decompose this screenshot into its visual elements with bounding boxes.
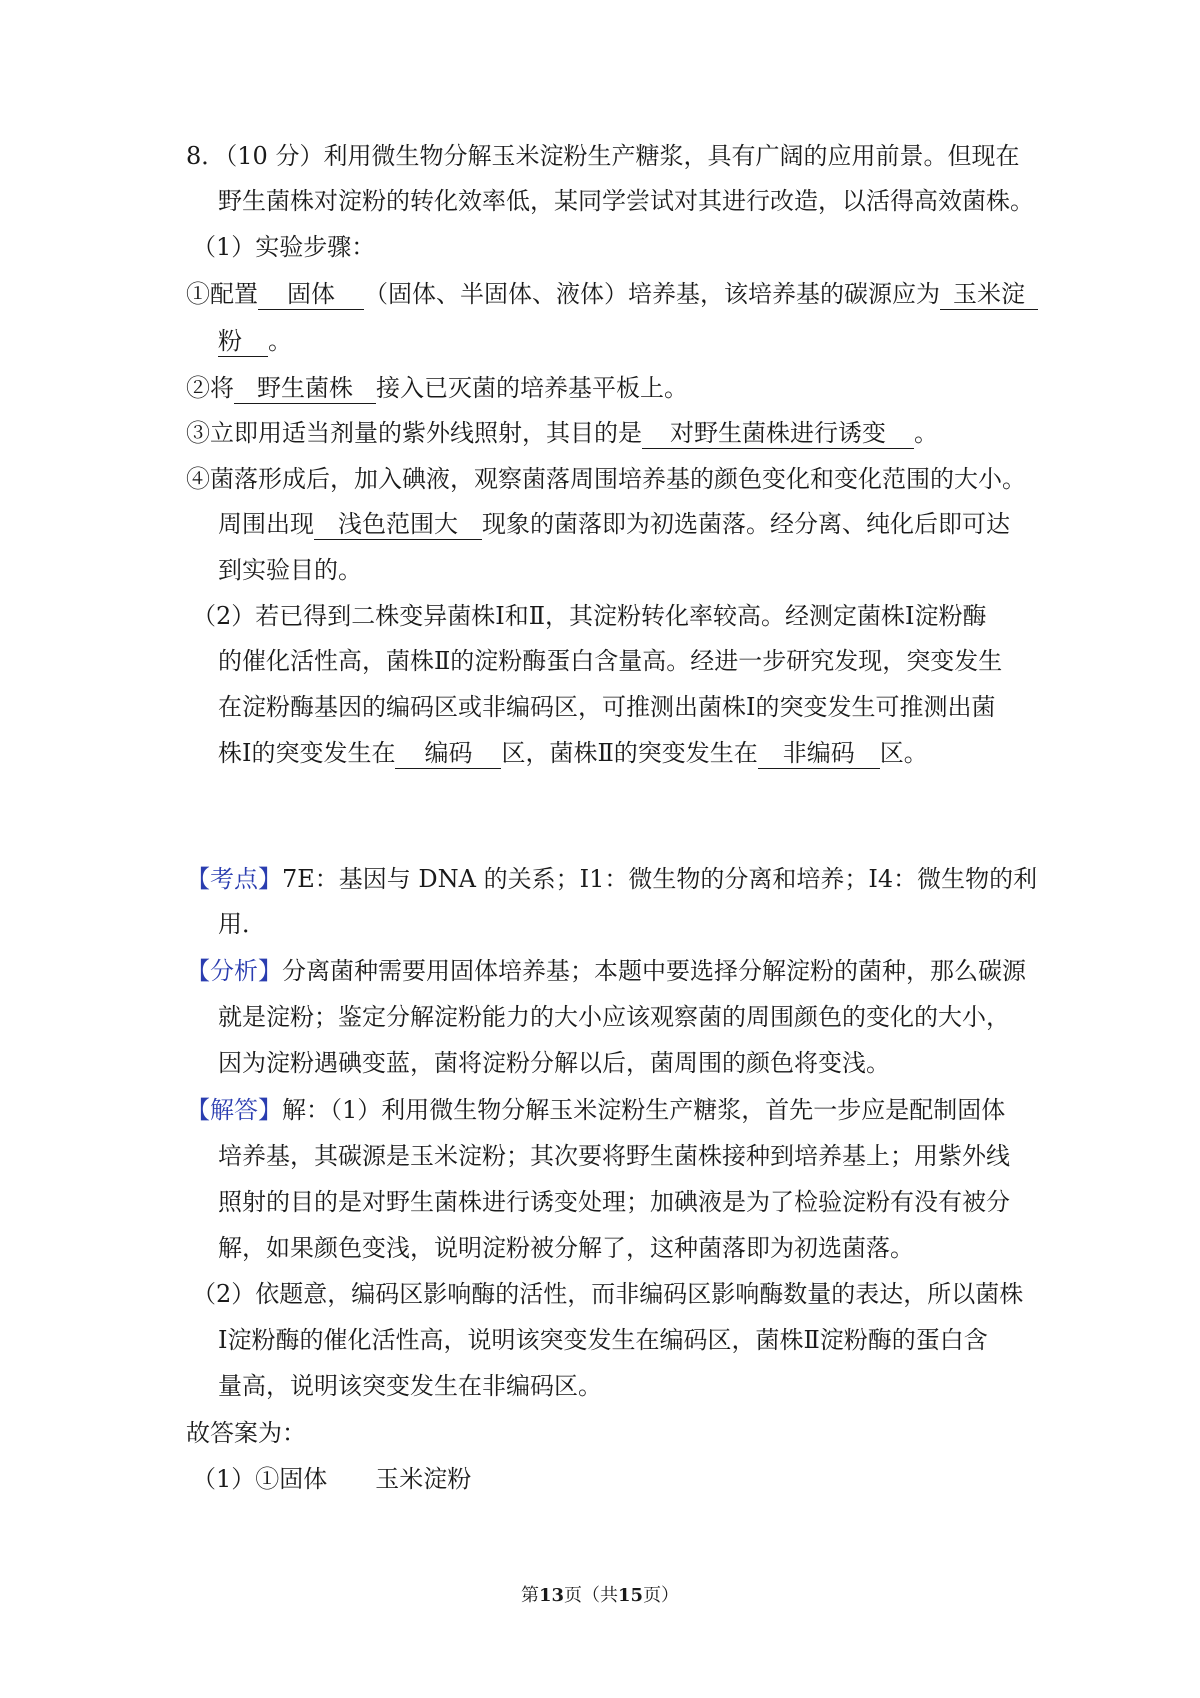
question-intro-line-2: 野生菌株对淀粉的转化效率低，某同学尝试对其进行改造，以活得高效菌株。 xyxy=(218,187,1034,215)
answer-blank: 非编码 xyxy=(758,739,880,769)
jieda-tag: 【解答】 xyxy=(186,1096,282,1124)
answer-blank: 编码 xyxy=(395,739,501,769)
answer-blank: 浅色范围大 xyxy=(314,510,482,540)
part2-line-3: 在淀粉酶基因的编码区或非编码区，可推测出菌株Ⅰ的突变发生可推测出菌 xyxy=(218,693,996,721)
kaodian-line-2: 用． xyxy=(218,910,266,938)
answer-blank: 玉米淀 xyxy=(940,280,1038,310)
page-footer: 第13页（共15页） xyxy=(520,1585,680,1606)
fenxi-line-1: 【分析】分离菌种需要用固体培养基；本题中要选择分解淀粉的菌种，那么碳源 xyxy=(186,957,1026,985)
step-3: ③立即用适当剂量的紫外线照射，其目的是 对野生菌株进行诱变 。 xyxy=(186,419,938,447)
answer-line-1: （1）①固体 玉米淀粉 xyxy=(192,1465,472,1493)
step-2: ②将 野生菌株 接入已灭菌的培养基平板上。 xyxy=(186,374,688,402)
step-4-line-3: 到实验目的。 xyxy=(218,556,362,584)
answer-blank: 固体 xyxy=(258,280,364,310)
answer-title: 故答案为： xyxy=(186,1419,306,1447)
answer-blank: 对野生菌株进行诱变 xyxy=(642,419,914,449)
question-number: 8． xyxy=(186,142,226,170)
step-4-line-2: 周围出现 浅色范围大 现象的菌落即为初选菌落。经分离、纯化后即可达 xyxy=(218,510,1010,538)
step-1-line-2: 粉 。 xyxy=(218,327,292,355)
jieda2-line-2: Ⅰ淀粉酶的催化活性高，说明该突变发生在编码区，菌株Ⅱ淀粉酶的蛋白含 xyxy=(218,1326,988,1354)
jieda-line-1: 【解答】解：（1）利用微生物分解玉米淀粉生产糖浆，首先一步应是配制固体 xyxy=(186,1096,1006,1124)
question-intro-line-1: 8．（10 分）利用微生物分解玉米淀粉生产糖浆，具有广阔的应用前景。但现在 xyxy=(186,142,1020,170)
jieda-line-4: 解，如果颜色变浅，说明淀粉被分解了，这种菌落即为初选菌落。 xyxy=(218,1234,914,1262)
jieda2-line-1: （2）依题意，编码区影响酶的活性，而非编码区影响酶数量的表达，所以菌株 xyxy=(192,1280,1024,1308)
part2-line-1: （2）若已得到二株变异菌株Ⅰ和Ⅱ，其淀粉转化率较高。经测定菌株Ⅰ淀粉酶 xyxy=(192,602,987,630)
part2-line-4: 株Ⅰ的突变发生在 编码 区，菌株Ⅱ的突变发生在 非编码 区。 xyxy=(218,739,928,767)
question-score: （10 分） xyxy=(225,142,324,170)
step-1-line-1: ①配置 固体 （固体、半固体、液体）培养基，该培养基的碳源应为 玉米淀 xyxy=(186,279,1038,309)
answer-blank: 野生菌株 xyxy=(234,374,376,404)
fenxi-line-2: 就是淀粉；鉴定分解淀粉能力的大小应该观察菌的周围颜色的变化的大小， xyxy=(218,1003,1010,1031)
kaodian-line-1: 【考点】7E：基因与 DNA 的关系；I1：微生物的分离和培养；I4：微生物的利 xyxy=(186,865,1038,893)
answer-blank: 粉 xyxy=(218,327,268,357)
kaodian-tag: 【考点】 xyxy=(186,865,282,893)
fenxi-tag: 【分析】 xyxy=(186,957,282,985)
jieda-line-2: 培养基，其碳源是玉米淀粉；其次要将野生菌株接种到培养基上；用紫外线 xyxy=(218,1142,1010,1170)
current-page-number: 13 xyxy=(538,1585,564,1606)
jieda2-line-3: 量高，说明该突变发生在非编码区。 xyxy=(218,1372,602,1400)
step-4-line-1: ④菌落形成后，加入碘液，观察菌落周围培养基的颜色变化和变化范围的大小。 xyxy=(186,465,1026,493)
jieda-line-3: 照射的目的是对野生菌株进行诱变处理；加碘液是为了检验淀粉有没有被分 xyxy=(218,1188,1010,1216)
total-page-number: 15 xyxy=(618,1585,644,1606)
part1-title: （1）实验步骤： xyxy=(192,233,376,261)
part2-line-2: 的催化活性高，菌株Ⅱ的淀粉酶蛋白含量高。经进一步研究发现，突变发生 xyxy=(218,647,1003,675)
fenxi-line-3: 因为淀粉遇碘变蓝，菌将淀粉分解以后，菌周围的颜色将变浅。 xyxy=(218,1049,890,1077)
